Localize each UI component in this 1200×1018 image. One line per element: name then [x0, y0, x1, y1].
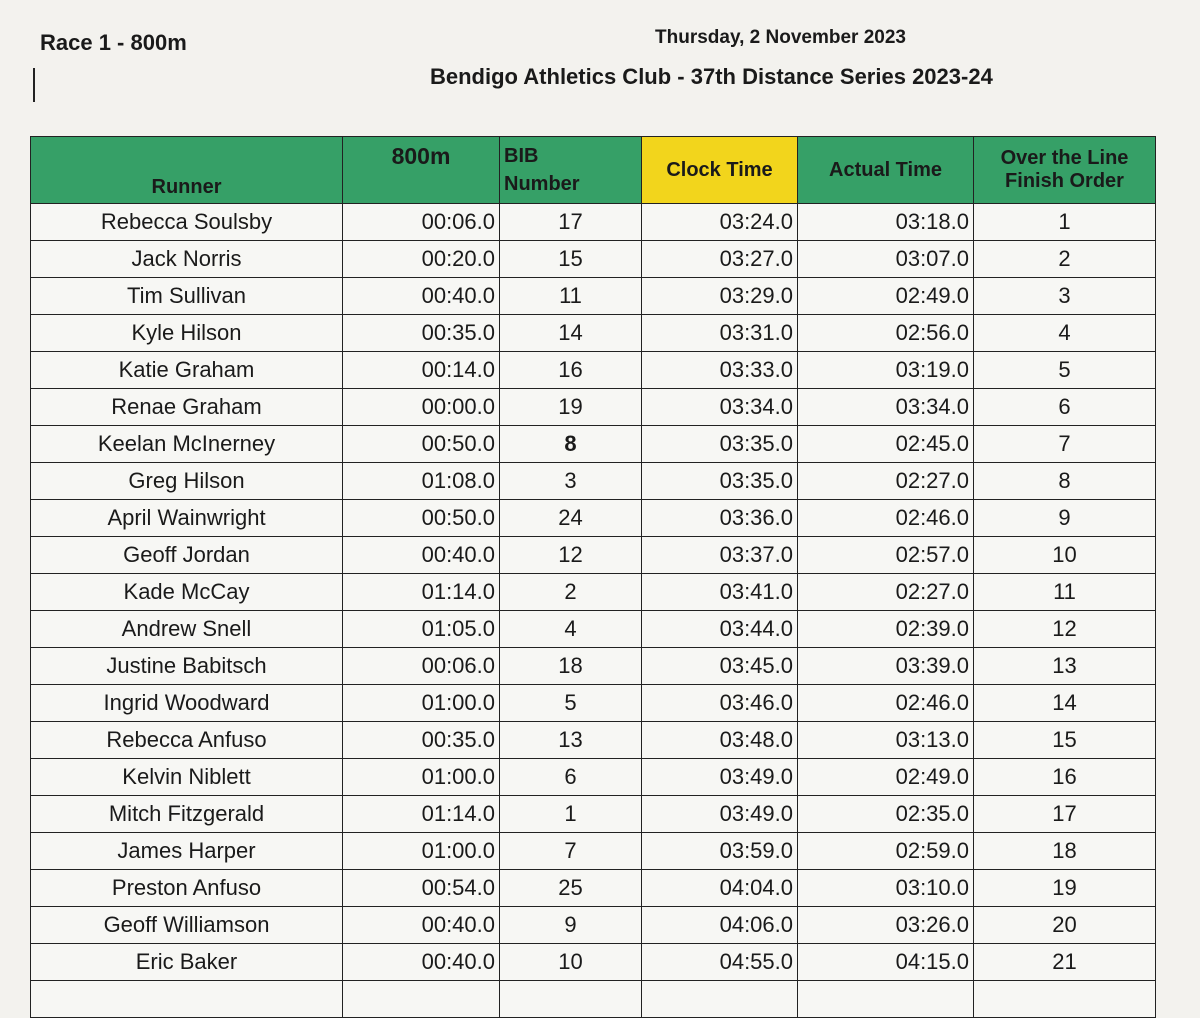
bib-cell: 8	[500, 426, 642, 463]
table-row	[31, 944, 1156, 981]
finish-order-cell: 1	[974, 204, 1156, 241]
finish-order-cell: 16	[974, 759, 1156, 796]
finish-order-cell: 10	[974, 537, 1156, 574]
bib-cell: 18	[500, 648, 642, 685]
handicap-cell: 01:08.0	[343, 463, 500, 500]
runner-name-cell: Andrew Snell	[31, 611, 343, 648]
bib-cell: 6	[500, 759, 642, 796]
bib-cell	[500, 981, 642, 1018]
table-row	[31, 722, 1156, 759]
finish-order-cell: 6	[974, 389, 1156, 426]
clock-time-cell: 04:04.0	[642, 870, 798, 907]
runner-name-cell: April Wainwright	[31, 500, 343, 537]
finish-order-cell: 13	[974, 648, 1156, 685]
clock-time-cell: 03:46.0	[642, 685, 798, 722]
actual-time-cell: 02:59.0	[798, 833, 974, 870]
table-row	[31, 241, 1156, 278]
bib-cell: 15	[500, 241, 642, 278]
clock-time-cell: 03:59.0	[642, 833, 798, 870]
col-header-finish-line2: Finish Order	[1005, 170, 1124, 192]
handicap-cell: 00:20.0	[343, 241, 500, 278]
actual-time-cell: 02:39.0	[798, 611, 974, 648]
actual-time-cell: 03:39.0	[798, 648, 974, 685]
handicap-cell: 00:40.0	[343, 278, 500, 315]
runner-name-cell: Jack Norris	[31, 241, 343, 278]
handicap-cell: 00:40.0	[343, 907, 500, 944]
race-title: Race 1 - 800m	[40, 30, 187, 55]
finish-order-cell: 4	[974, 315, 1156, 352]
actual-time-cell: 02:46.0	[798, 500, 974, 537]
finish-order-cell: 15	[974, 722, 1156, 759]
runner-name-cell: Renae Graham	[31, 389, 343, 426]
actual-time-cell: 03:18.0	[798, 204, 974, 241]
finish-order-cell: 18	[974, 833, 1156, 870]
table-row	[31, 648, 1156, 685]
finish-order-cell: 8	[974, 463, 1156, 500]
actual-time-cell: 02:49.0	[798, 278, 974, 315]
actual-time-cell: 03:10.0	[798, 870, 974, 907]
finish-order-cell: 2	[974, 241, 1156, 278]
table-row	[31, 426, 1156, 463]
table-row	[31, 278, 1156, 315]
clock-time-cell: 03:37.0	[642, 537, 798, 574]
handicap-cell: 00:14.0	[343, 352, 500, 389]
clock-time-cell: 03:33.0	[642, 352, 798, 389]
runner-name-cell: Greg Hilson	[31, 463, 343, 500]
handicap-cell: 01:05.0	[343, 611, 500, 648]
bib-cell: 14	[500, 315, 642, 352]
col-header-clock-time: Clock Time	[642, 137, 798, 204]
runner-name-cell: Rebecca Soulsby	[31, 204, 343, 241]
pen-mark	[33, 68, 35, 102]
table-row	[31, 500, 1156, 537]
finish-order-cell: 14	[974, 685, 1156, 722]
bib-cell: 24	[500, 500, 642, 537]
clock-time-cell: 03:27.0	[642, 241, 798, 278]
runner-name-cell: James Harper	[31, 833, 343, 870]
runner-name-cell: Ingrid Woodward	[31, 685, 343, 722]
finish-order-cell: 9	[974, 500, 1156, 537]
col-header-finish-line1: Over the Line	[1000, 147, 1129, 169]
handicap-cell: 01:00.0	[343, 685, 500, 722]
bib-cell: 9	[500, 907, 642, 944]
handicap-cell: 00:50.0	[343, 500, 500, 537]
bib-cell: 11	[500, 278, 642, 315]
bib-cell: 2	[500, 574, 642, 611]
handicap-cell: 00:00.0	[343, 389, 500, 426]
col-header-actual-time: Actual Time	[798, 137, 974, 204]
runner-name-cell: Kelvin Niblett	[31, 759, 343, 796]
finish-order-cell: 3	[974, 278, 1156, 315]
clock-time-cell: 03:31.0	[642, 315, 798, 352]
table-row	[31, 611, 1156, 648]
finish-order-cell	[974, 981, 1156, 1018]
runner-name-cell: Rebecca Anfuso	[31, 722, 343, 759]
bib-cell: 16	[500, 352, 642, 389]
clock-time-cell: 03:41.0	[642, 574, 798, 611]
bib-cell: 19	[500, 389, 642, 426]
runner-name-cell: Eric Baker	[31, 944, 343, 981]
finish-order-cell: 19	[974, 870, 1156, 907]
clock-time-cell	[642, 981, 798, 1018]
runner-name-cell: Tim Sullivan	[31, 278, 343, 315]
actual-time-cell: 03:34.0	[798, 389, 974, 426]
actual-time-cell: 02:57.0	[798, 537, 974, 574]
actual-time-cell: 02:27.0	[798, 574, 974, 611]
table-row	[31, 574, 1156, 611]
clock-time-cell: 04:55.0	[642, 944, 798, 981]
clock-time-cell: 03:35.0	[642, 426, 798, 463]
table-row	[31, 907, 1156, 944]
table-row	[31, 537, 1156, 574]
handicap-cell: 00:50.0	[343, 426, 500, 463]
handicap-cell: 00:35.0	[343, 722, 500, 759]
actual-time-cell: 03:19.0	[798, 352, 974, 389]
table-row	[31, 352, 1156, 389]
handicap-cell: 00:35.0	[343, 315, 500, 352]
col-header-bib-line2: Number	[504, 173, 580, 195]
table-row	[31, 870, 1156, 907]
col-header-finish-order	[974, 137, 1156, 204]
finish-order-cell: 21	[974, 944, 1156, 981]
runner-name-cell: Justine Babitsch	[31, 648, 343, 685]
finish-order-cell: 7	[974, 426, 1156, 463]
runner-name-cell: Mitch Fitzgerald	[31, 796, 343, 833]
actual-time-cell: 02:56.0	[798, 315, 974, 352]
clock-time-cell: 03:48.0	[642, 722, 798, 759]
col-header-runner: Runner	[31, 137, 343, 204]
table-row	[31, 759, 1156, 796]
handicap-cell: 00:40.0	[343, 944, 500, 981]
bib-cell: 4	[500, 611, 642, 648]
bib-cell: 25	[500, 870, 642, 907]
handicap-cell	[343, 981, 500, 1018]
handicap-cell: 01:00.0	[343, 759, 500, 796]
finish-order-cell: 17	[974, 796, 1156, 833]
runner-name-cell: Keelan McInerney	[31, 426, 343, 463]
table-row	[31, 204, 1156, 241]
bib-cell: 5	[500, 685, 642, 722]
actual-time-cell: 03:13.0	[798, 722, 974, 759]
actual-time-cell: 02:46.0	[798, 685, 974, 722]
table-row	[31, 389, 1156, 426]
handicap-cell: 01:14.0	[343, 574, 500, 611]
actual-time-cell: 02:35.0	[798, 796, 974, 833]
runner-name-cell: Kade McCay	[31, 574, 343, 611]
bib-cell: 10	[500, 944, 642, 981]
runner-name-cell	[31, 981, 343, 1018]
clock-time-cell: 03:34.0	[642, 389, 798, 426]
runner-name-cell: Preston Anfuso	[31, 870, 343, 907]
runner-name-cell: Kyle Hilson	[31, 315, 343, 352]
actual-time-cell: 02:45.0	[798, 426, 974, 463]
clock-time-cell: 03:49.0	[642, 759, 798, 796]
col-header-bib-line1: BIB	[504, 145, 539, 167]
actual-time-cell: 03:26.0	[798, 907, 974, 944]
results-table	[30, 136, 1156, 1018]
table-row	[31, 981, 1156, 1018]
runner-name-cell: Geoff Jordan	[31, 537, 343, 574]
handicap-cell: 00:06.0	[343, 204, 500, 241]
clock-time-cell: 04:06.0	[642, 907, 798, 944]
col-header-bib	[500, 137, 642, 204]
table-row	[31, 685, 1156, 722]
bib-cell: 1	[500, 796, 642, 833]
col-header-handicap: 800m	[343, 137, 500, 204]
actual-time-cell: 04:15.0	[798, 944, 974, 981]
clock-time-cell: 03:45.0	[642, 648, 798, 685]
handicap-cell: 00:54.0	[343, 870, 500, 907]
header-row	[31, 137, 1156, 204]
handicap-cell: 01:00.0	[343, 833, 500, 870]
actual-time-cell: 02:49.0	[798, 759, 974, 796]
actual-time-cell: 03:07.0	[798, 241, 974, 278]
handicap-cell: 01:14.0	[343, 796, 500, 833]
bib-cell: 12	[500, 537, 642, 574]
finish-order-cell: 5	[974, 352, 1156, 389]
handicap-cell: 00:06.0	[343, 648, 500, 685]
club-series-title: Bendigo Athletics Club - 37th Distance Series 2023-24	[430, 64, 993, 89]
clock-time-cell: 03:36.0	[642, 500, 798, 537]
table-row	[31, 315, 1156, 352]
clock-time-cell: 03:44.0	[642, 611, 798, 648]
clock-time-cell: 03:35.0	[642, 463, 798, 500]
table-row	[31, 833, 1156, 870]
bib-cell: 3	[500, 463, 642, 500]
finish-order-cell: 20	[974, 907, 1156, 944]
table-row	[31, 463, 1156, 500]
table-row	[31, 796, 1156, 833]
finish-order-cell: 11	[974, 574, 1156, 611]
runner-name-cell: Geoff Williamson	[31, 907, 343, 944]
actual-time-cell	[798, 981, 974, 1018]
runner-name-cell: Katie Graham	[31, 352, 343, 389]
bib-cell: 13	[500, 722, 642, 759]
clock-time-cell: 03:24.0	[642, 204, 798, 241]
actual-time-cell: 02:27.0	[798, 463, 974, 500]
clock-time-cell: 03:29.0	[642, 278, 798, 315]
event-date: Thursday, 2 November 2023	[655, 27, 906, 48]
finish-order-cell: 12	[974, 611, 1156, 648]
bib-cell: 7	[500, 833, 642, 870]
clock-time-cell: 03:49.0	[642, 796, 798, 833]
handicap-cell: 00:40.0	[343, 537, 500, 574]
bib-cell: 17	[500, 204, 642, 241]
